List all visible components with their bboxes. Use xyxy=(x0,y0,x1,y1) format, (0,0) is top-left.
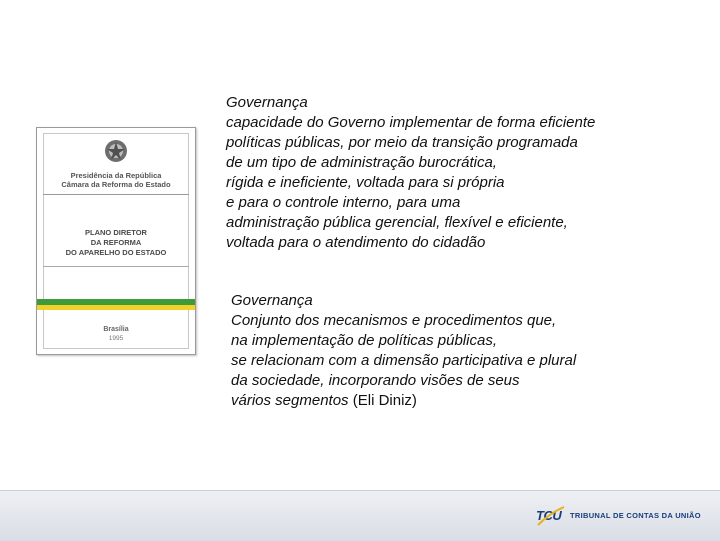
citation: (Eli Diniz) xyxy=(348,392,417,409)
book-divider xyxy=(43,194,189,195)
book-title xyxy=(47,228,185,258)
tcu-swoosh-icon xyxy=(536,505,566,527)
book-cover-image xyxy=(36,127,196,355)
coat-of-arms-icon xyxy=(103,138,129,164)
book-city: Brasília xyxy=(103,326,129,333)
definition-line: na implementação de políticas públicas, xyxy=(231,332,497,349)
tcu-logo-name: TRIBUNAL DE CONTAS DA UNIÃO xyxy=(570,511,701,520)
book-title-line2: DA REFORMA xyxy=(90,238,142,247)
definition-heading: Governança xyxy=(226,94,308,111)
definition-line: administração pública gerencial, flexível e eficiente, xyxy=(226,214,568,231)
definition-last-line xyxy=(231,391,576,411)
governanca-definition-2 xyxy=(231,291,576,411)
definition-line: de um tipo de administração burocrática, xyxy=(226,154,497,171)
book-institution-line2: Câmara da Reforma do Estado xyxy=(61,180,171,189)
definition-line: se relacionam com a dimensão participativa e plural xyxy=(231,352,577,369)
definition-line: voltada para o atendimento do cidadão xyxy=(226,234,486,251)
definition-line: rígida e ineficiente, voltada para si própria xyxy=(226,174,505,191)
definition-line: da sociedade, incorporando visões de seus xyxy=(231,372,520,389)
tcu-logo xyxy=(536,505,706,527)
book-divider xyxy=(43,266,189,267)
book-title-line3: DO APARELHO DO ESTADO xyxy=(65,248,167,257)
definition-line: e para o controle interno, para uma xyxy=(226,194,461,211)
book-institution xyxy=(43,171,189,189)
definition-heading: Governança xyxy=(231,292,313,309)
book-title-line1: PLANO DIRETOR xyxy=(85,228,147,237)
footer-bar xyxy=(0,490,720,541)
book-institution-line1: Presidência da República xyxy=(70,171,162,180)
book-year: 1995 xyxy=(108,335,124,342)
governanca-definition-1 xyxy=(226,93,595,253)
definition-line: Conjunto dos mecanismos e procedimentos que, xyxy=(231,312,557,329)
definition-line: capacidade do Governo implementar de forma eficiente xyxy=(226,114,596,131)
definition-line: vários segmentos xyxy=(231,392,349,409)
definition-line: políticas públicas, por meio da transição programada xyxy=(226,134,578,151)
tcu-logo-mark: TCU xyxy=(536,508,562,523)
book-yellow-band xyxy=(37,305,195,310)
